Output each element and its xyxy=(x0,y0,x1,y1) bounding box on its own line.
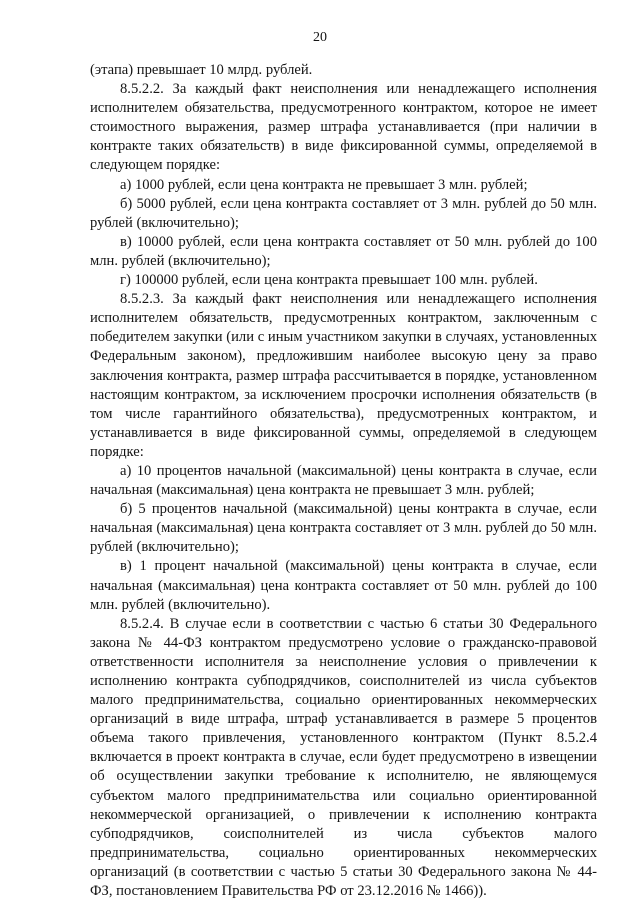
list-item-g: г) 100000 рублей, если цена контракта превышает 100 млн. рублей. xyxy=(120,272,538,289)
list-item-a-percent: а) 10 процентов начальной (максимальной) цены контракта в случае, если начальная (максимальная) цена контракта не превышает 3 млн. рублей; xyxy=(90,462,597,499)
paragraph-8-5-2-2: 8.5.2.2. За каждый факт неисполнения или ненадлежащего исполнения исполнителем обязательства, предусмотренного контрактом, которое не имеет стоимостного выражения, размер штрафа устанавливается (при наличии в контракте таких обязательств) в виде фиксированной суммы, определяемой в следующем порядке: xyxy=(90,81,597,174)
list-item-v: в) 10000 рублей, если цена контракта составляет от 50 млн. рублей до 100 млн. рублей (включительно); xyxy=(90,233,597,269)
document-body xyxy=(90,61,597,901)
list-item-b-percent: б) 5 процентов начальной (максимальной) цены контракта в случае, если начальная (максимальная) цена контракта составляет от 3 млн. рублей до 50 млн. рублей (включительно); xyxy=(90,501,597,556)
list-item-v-percent: в) 1 процент начальной (максимальной) цены контракта в случае, если начальная (максимальная) цена контракта составляет от 50 млн. рублей до 100 млн. рублей (включительно). xyxy=(90,558,597,613)
list-item-b: б) 5000 рублей, если цена контракта составляет от 3 млн. рублей до 50 млн. рублей (включительно); xyxy=(90,195,597,231)
paragraph-8-5-2-3: 8.5.2.3. За каждый факт неисполнения или ненадлежащего исполнения исполнителем обязательств, предусмотренных контрактом, заключенным с победителем закупки (или с иным участником закупки в случаях, установленных Федеральным законом), предложившим наиболее высокую цену за право заключения контракта, размер штрафа рассчитывается в порядке, установленном настоящим контрактом, за исключением просрочки исполнения обязательств (в том числе гарантийного обязательства), предусмотренных контрактом, и устанавливается в виде фиксированной суммы, определяемой в следующем порядке: xyxy=(90,291,597,460)
paragraph-etapa: (этапа) превышает 10 млрд. рублей. xyxy=(90,62,313,78)
paragraph-8-5-2-4: 8.5.2.4. В случае если в соответствии с частью 6 статьи 30 Федерального закона № 44-ФЗ контрактом предусмотрено условие о гражданско-правовой ответственности исполнителя за неисполнение условия о привлечении к исполнению контракта субподрядчиков, соисполнителей из числа субъектов малого предпринимательства, социально ориентированных некоммерческих организаций в виде штрафа, штраф устанавливается в размере 5 процентов объема такого привлечения, установленного контрактом (Пункт 8.5.2.4 включается в проект контракта в случае, если будет предусмотрено в извещении об осуществлении закупки требование к исполнителю, не являющемуся субъектом малого предпринимательства или социально ориентированной некоммерческой организацией, о привлечении к исполнению контракта субподрядчиков, соисполнителей из числа субъектов малого предпринимательства, социально ориентированных некоммерческих организаций (в соответствии с частью 5 статьи 30 Федерального закона № 44-ФЗ, постановлением Правительства РФ от 23.12.2016 № 1466)). xyxy=(90,615,597,900)
list-item-a: а) 1000 рублей, если цена контракта не превышает 3 млн. рублей; xyxy=(120,176,528,193)
page-number: 20 xyxy=(313,30,327,45)
